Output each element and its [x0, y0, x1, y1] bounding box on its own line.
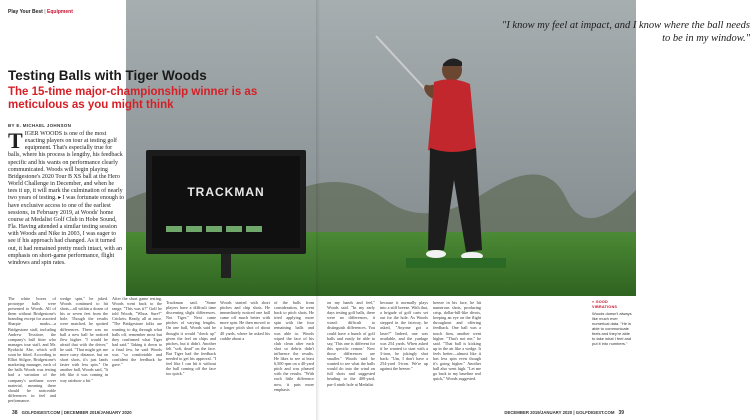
- pull-quote: "I know my feel at impact, and I know where the ball needs to be in my window.": [501, 20, 750, 44]
- lede-text: IGER WOODS is one of the most exacting players on tour at testing golf equipment. That's especially true for balls, where his process is lengthy, his feedback specific and his wants on performance clearly communicated. Woods will begin playing Bridgestone's 2020 Tour B XS ball at the Hero World Challenge in December, and when he tees it up, it will mark the culmination of nearly two years of testing. ▸ I was fortunate enough to have exclusive access to one of the earliest sessions, in February 2019, at Woods' home course at Medalist Golf Club in Hobe Sound, Fla. Having attended a similar testing session with Woods and Nike in 2003, I was eager to see if his approach had changed. As it turned out, it had remained pretty much intact, with an emphasis on short-game performance, flight windows and spin rates.: [8, 131, 124, 266]
- body-column: breeze in his face, he hit numerous shots, producing crisp, dollar-bill-like divots, keeping an eye on the flight throughout and offering feedback. One ball was a touch firm, another went higher. "That's not me," he said. "That ball is kicking up in the air like a wedge. It feels better—almost like it has less spin even though it's going higher." Another ball also went high. "Let me go back to my baseline real quick," Woods suggested.: [433, 300, 481, 382]
- body-column: wedge spin," he joked. Woods continued to hit shots—all within a dozen of his or seven feet from the hole. Though the results were matched, he spotted differences. There was no ball a new ball he noticed flew higher. "I would be afraid that with the driver," he said. "That might get me more carry distance, but on short shots, it's just lands faster with less spin." On another ball, Woods said, "It felt like it was coming in way rainbow a bit.": [60, 296, 108, 383]
- sidebar-heading: » GOOD VIBRATIONS: [592, 300, 618, 309]
- left-folio: [8, 410, 132, 416]
- body-column: Trackman said. "Some players have a difficult time discerning slight differences. Not Tiger." Next came pitches of varying lengths. On one ball, Woods said he thought it would "check up" given the feel on chips and pitches, but it didn't. Another felt "soft, dead" on the face. But Tiger had the feedback needed to get his approval. "I feel like I can hit it without the ball coming off the face too quick.": [166, 300, 216, 377]
- left-page-number: 38: [12, 410, 18, 416]
- right-folio-text: DECEMBER 2019/JANUARY 2020 | GOLFDIGEST.COM: [504, 410, 615, 415]
- drop-cap: T: [8, 128, 23, 153]
- body-column: After the short game testing, Woods went back to the range. "This was it?" Golf he told Woods, "Whoa. Sure?" Crickets. Ready, all at once. "The Bridgestone folks are wanting to dig through what balls off, remember most but they confirmed what Tiger had said." Taking it down to a final few, he said Woods was "so comfortable and confident the feedback he gave.": [112, 296, 162, 368]
- trackman-logo: TRACKMAN: [187, 185, 265, 199]
- body-column: Woods started with short pitches and chip shots. He immediately noticed one ball came off much better with more spin. He then moved to a longer pitch shot of about 40 yards, where he asked his caddie about a: [220, 300, 270, 341]
- page-gutter: [316, 0, 320, 420]
- right-folio: [504, 410, 628, 416]
- left-folio-text: GOLFDIGEST.COM | DECEMBER 2019/JANUARY 2020: [21, 410, 132, 415]
- article-title: Testing Balls with Tiger Woods: [8, 68, 207, 83]
- article-deck: The 15-time major-championship winner is as meticulous as you might think: [8, 86, 258, 111]
- section-label: Play Your Best: [8, 9, 43, 15]
- section-separator: |: [44, 9, 46, 15]
- body-column: The white boxes of prototype balls were presented to Woods. All of them without Bridgestone's branding except for assorted Sharpie marks—a Bridgestone staff, including Andrew Tessitore, the company's ball fitter who manages tour staff, and Mr. Ryokichi Abe, which will soon be fitted. According to Elliot Stilgoe, Bridgestone's marketing manager, each of the balls Woods was testing had a variation of the company's urethane cover material, meaning there should be noticeable differences in feel and performance.: [8, 296, 56, 403]
- hero-photo: [126, 0, 750, 296]
- lede-paragraph: [8, 128, 124, 267]
- right-page-number: 39: [618, 410, 624, 416]
- section-header: [8, 9, 73, 15]
- body-column: because it normally plays into a stiff breeze. With that, a brigade of golf carts set out for the hole. As Woods stepped in the fairway, he asked, "Anyone got a laser?" Indeed, one was available, and the yardage was 254 yards. When asked if he wanted to start with a 3-iron, he jokingly shot back: "Um, I don't have a 254-yard 3-iron. We're up against the breeze.": [380, 300, 428, 372]
- subsection-label: Equipment: [47, 9, 73, 15]
- byline: BY E. MICHAEL JOHNSON: [8, 123, 72, 128]
- sidebar-box: [592, 300, 632, 346]
- body-column: on my hands and feel," Woods said. "In my early days testing golf balls, there were no differences, it wasn't difficult to distinguish differences. You could have a bunch of golf balls and easily be able to say, 'This one is different for this specific reason.' Now those differences are smaller." Woods said he wanted to see what the balls would do into the wind on full shots and suggested heading to the 400-yard, par-4 ninth hole at Medalist: [327, 300, 375, 387]
- body-column: of the balls from consideration, he went back to pitch shots. He tried applying more spin with the four remaining balls and was able to. Woods wiped the face of his club clean after each shot so debris didn't influence the results. He likes to see at least 6,500 rpm on a 40-yard pitch and was pleased with the results. "With each little difference now, it puts more emphasis: [274, 300, 314, 392]
- sidebar-text: Woods doesn't always like much ever numerical data. "He is able to communicate feels and they're able to take what I feel and put it into numbers.": [592, 311, 632, 346]
